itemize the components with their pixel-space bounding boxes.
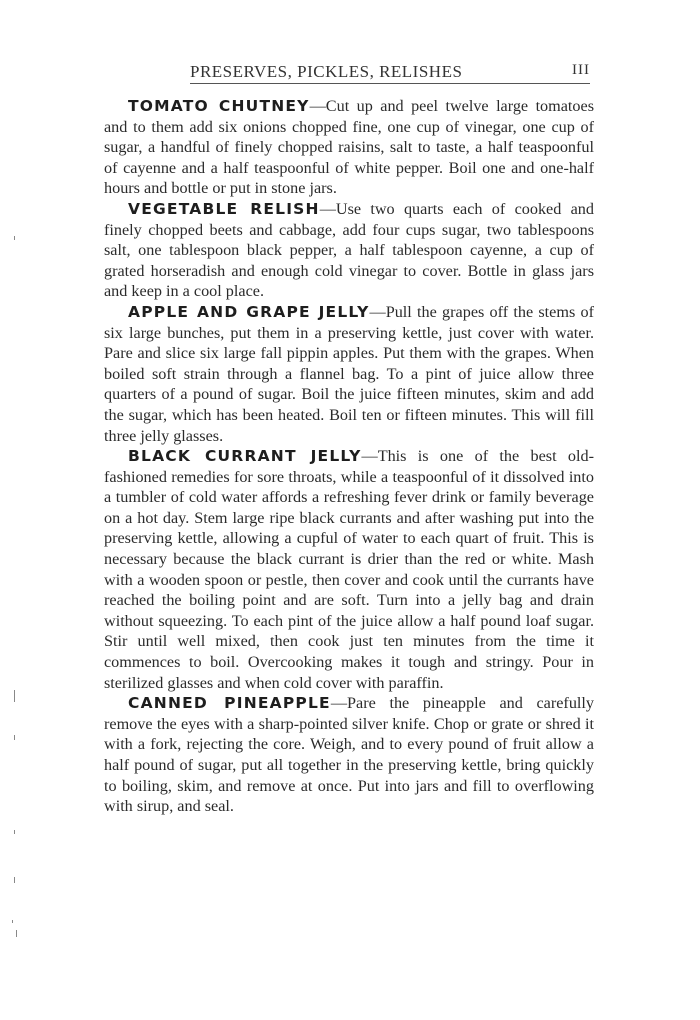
recipe-title: TOMATO CHUTNEY — [128, 97, 310, 115]
recipe-canned-pineapple — [104, 693, 594, 817]
recipe-body: —Cut up and peel twelve large tomatoes and to them add six onions chopped fine, one cup of vinegar, one cup of sugar, a handful of finely chopped raisins, salt to taste, a half teaspoonful of cayenne and a half teaspoonful of white pepper. Boil one and one-half hours and bottle or put in stone jars. — [104, 97, 595, 198]
running-head: PRESERVES, PICKLES, RELISHES — [190, 62, 463, 81]
recipe-body: —This is one of the best old-fashioned remedies for sore throats, while a teaspoonful of it dissolved into a tumbler of cold water affords a refreshing fever drink or family beverage on a hot day. Stem large ripe black currants and after washing put into the preserving kettle, allowing a cupful of water to each quart of fruit. This is necessary because the black currant is drier than the red or white. Mash with a wooden spoon or pestle, then cover and cook until the currants have reached the boiling point and are soft. Turn into a jelly bag and drain without squeezing. To each pint of the juice allow a half pound loaf sugar. Stir until well mixed, then cook just ten minutes from the time it commences to boil. Overcooking makes it tough and stringy. Pour in sterilized glasses and when cold cover with paraffin. — [104, 447, 594, 692]
recipe-black-currant-jelly — [104, 446, 594, 693]
scan-mark — [14, 877, 15, 883]
recipe-vegetable-relish — [104, 199, 594, 302]
scan-mark — [16, 930, 17, 937]
scan-mark — [14, 735, 15, 740]
recipe-title: BLACK CURRANT JELLY — [128, 447, 362, 466]
recipe-text — [104, 96, 594, 817]
scan-mark — [14, 690, 15, 702]
page-header — [100, 62, 590, 86]
recipe-body: —Pare the pineapple and carefully remove the eyes with a sharp-pointed silver knife. Chop or grate or shred it with a fork, rejecting the core. Weigh, and to every pound of fruit allow a half pound of sugar, put all together in the preserving kettle, bring quickly to boiling, skim, and remove at once. Put into jars and fill to overflowing with sirup, and seal. — [104, 694, 594, 816]
scan-mark — [12, 920, 13, 923]
recipe-body: —Pull the grapes off the stems of six large bunches, put them in a preserving kettle, just cover with water. Pare and slice six large fall pippin apples. Put them with the grapes. When boiled soft strain through a flannel bag. To a pint of juice allow three quarters of a pound of sugar. Boil the juice fifteen minutes, skim and add the sugar, which has been heated. Boil ten or fifteen minutes. This will fill three jelly glasses. — [104, 302, 594, 445]
recipe-title: CANNED PINEAPPLE — [128, 694, 331, 713]
page-number: III — [572, 62, 590, 78]
recipe-apple-grape-jelly — [104, 302, 594, 446]
scan-mark — [14, 830, 15, 834]
header-rule — [190, 83, 590, 84]
scan-mark — [14, 236, 15, 240]
recipe-title: VEGETABLE RELISH — [128, 199, 320, 218]
recipe-tomato-chutney — [104, 96, 594, 199]
recipe-body: —Use two quarts each of cooked and finely chopped beets and cabbage, add four cups sugar, two tablespoons salt, one tablespoon black pepper, a half tablespoon cayenne, a cup of grated horseradish and enough cold vinegar to cover. Bottle in glass jars and keep in a cool place. — [104, 199, 594, 301]
recipe-title: APPLE AND GRAPE JELLY — [128, 302, 370, 321]
